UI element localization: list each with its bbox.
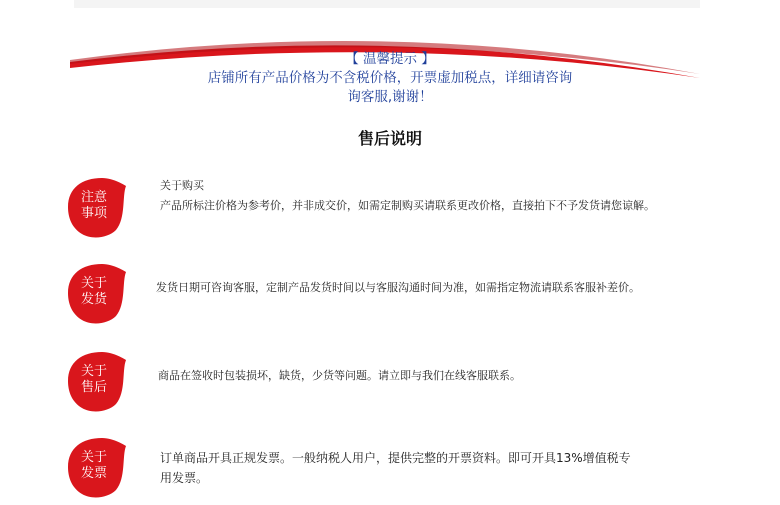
badge-line-1: 注意 [80, 190, 107, 205]
badge-invoice [62, 434, 128, 500]
badge-line-2: 发货 [80, 292, 107, 307]
item-text: 产品所标注价格为参考价，并非成交价，如需定制购买请联系更改价格，直接拍下不予发货请您谅解。 [160, 199, 655, 212]
item-text-line-2: 用发票。 [160, 471, 209, 485]
badge-line-1: 关于 [80, 364, 107, 379]
notice-block [0, 50, 780, 107]
section-title: 售后说明 [357, 129, 422, 148]
item-text: 发货日期可咨询客服，定制产品发货时间以与客服沟通时间为准，如需指定物流请联系客服补差价。 [156, 281, 640, 294]
item-text-line-1: 订单商品开具正规发票。一般纳税人用户，提供完整的开票资料。即可开具13%增值税专 [160, 451, 631, 465]
item-title: 关于购买 [160, 179, 204, 192]
list-item-after-sales [0, 346, 780, 416]
badge-line-2: 事项 [80, 206, 107, 221]
badge-line-2: 发票 [80, 466, 107, 481]
badge-line-1: 关于 [80, 450, 107, 465]
list-item-purchase [0, 172, 780, 242]
badge-line-2: 售后 [80, 380, 107, 395]
notice-heading: 【 温馨提示 】 [345, 51, 435, 67]
badge-notice [62, 174, 128, 240]
list-item-shipping [0, 258, 780, 328]
badge-after-sales [62, 348, 128, 414]
notice-line-2: 询客服,谢谢！ [347, 89, 433, 105]
notice-line-1: 店铺所有产品价格为不含税价格，开票虚加税点，详细请咨询 [207, 70, 573, 86]
item-text: 商品在签收时包装损坏，缺货，少货等问题。请立即与我们在线客服联系。 [158, 369, 521, 382]
list-item-invoice [0, 432, 780, 502]
badge-shipping [62, 260, 128, 326]
badge-line-1: 关于 [80, 276, 107, 291]
